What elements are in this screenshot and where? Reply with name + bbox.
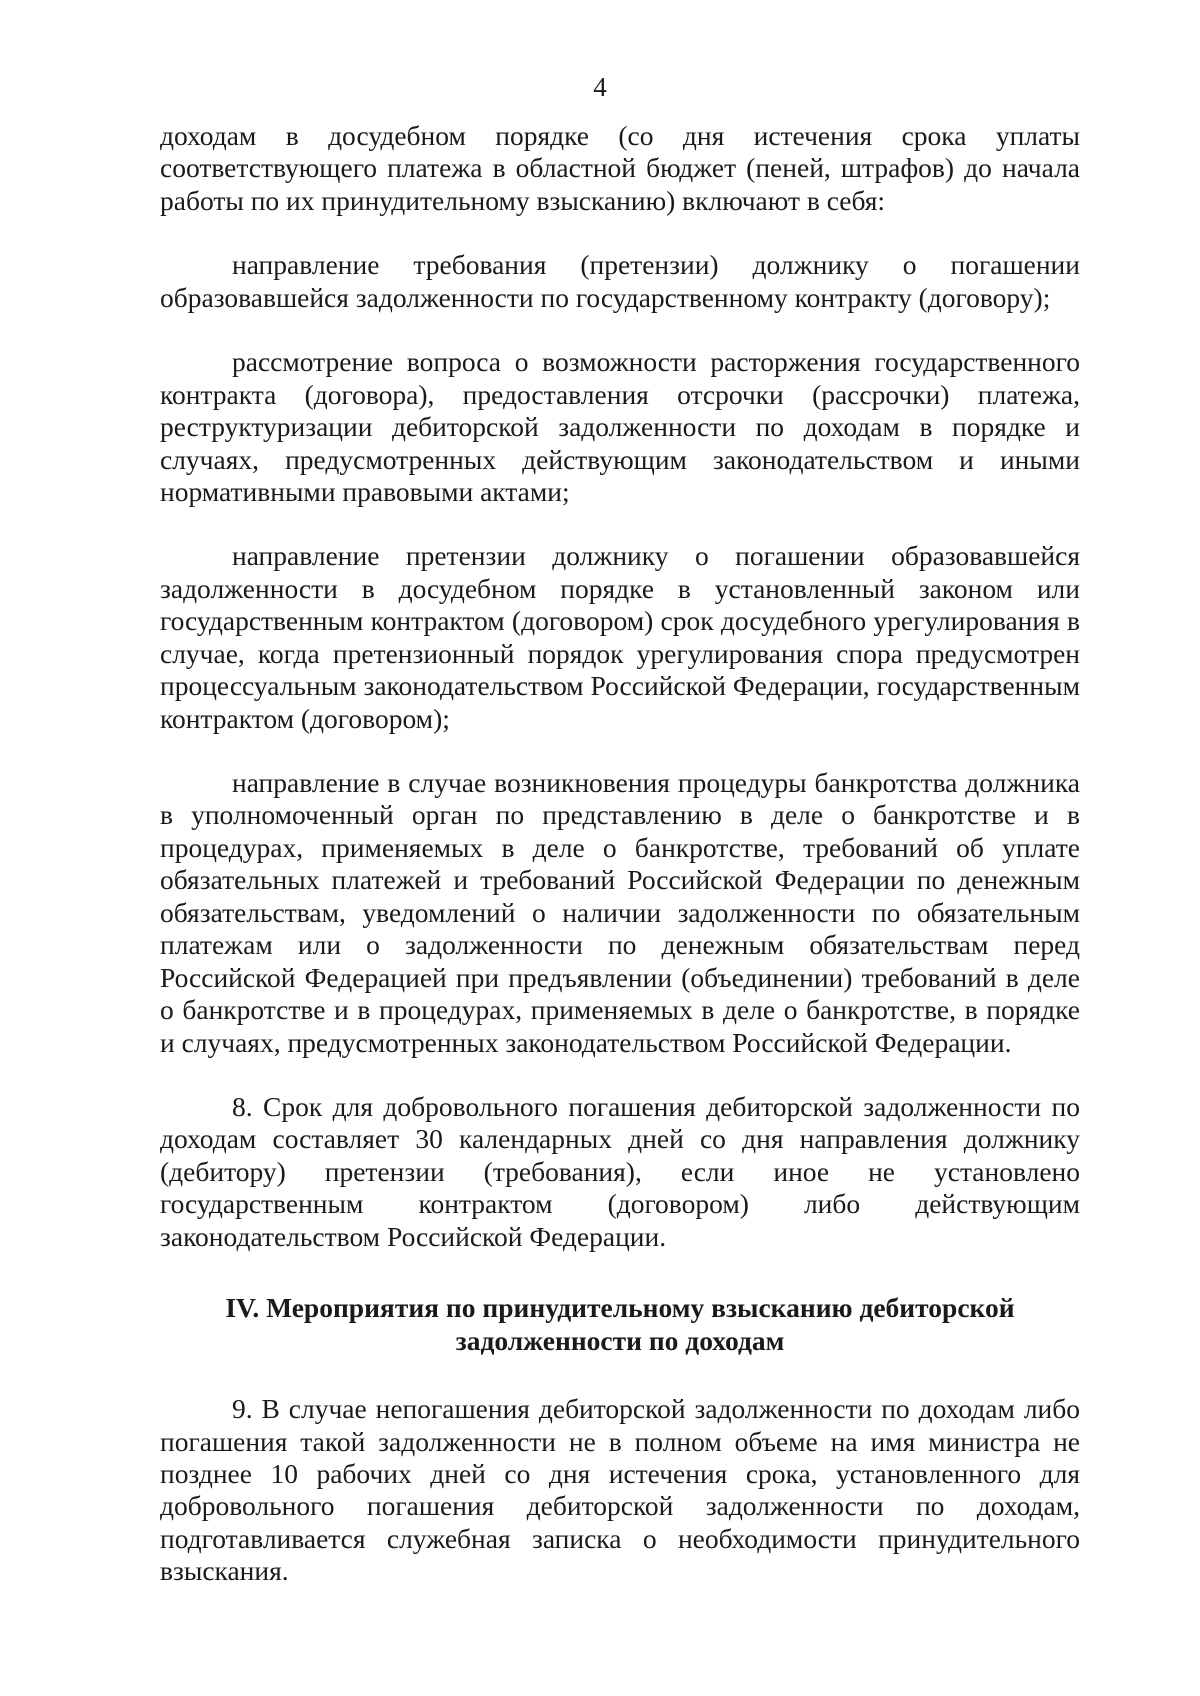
paragraph-bankruptcy: направление в случае возникновения процедуры банкротства должника в уполномоченный орган по представлению в деле о банкротстве и в процедурах, применяемых в деле о банкротстве, требований об уплате обязательных платежей и требований Российской Федерации по денежным обязательствам, уведомлений о наличии задолженности по обязательным платежам или о задолженности по денежным обязательствам перед Российской Федерацией при предъявлении (объединении) требований в деле о банкротстве и в процедурах, применяемых в деле о банкротстве, в порядке и случаях, предусмотренных законодательством Российской Федерации. — [160, 767, 1080, 1058]
paragraph-continuation: доходам в досудебном порядке (со дня истечения срока уплаты соответствующего платежа в областной бюджет (пеней, штрафов) до начала работы по их принудительному взысканию) включают в себя: — [160, 120, 1080, 216]
paragraph-contract-termination: рассмотрение вопроса о возможности расторжения государственного контракта (договора), предоставления отсрочки (рассрочки) платежа, реструктуризации дебиторской задолженности по доходам в порядке и случаях, предусмотренных действующим законодательством и иными нормативными правовыми актами; — [160, 346, 1080, 507]
page-number: 4 — [593, 72, 607, 102]
paragraph-item-9: 9. В случае непогашения дебиторской задолженности по доходам либо погашения такой задолженности не в полном объеме на имя министра не позднее 10 рабочих дней со дня истечения срока, установленного для добровольного погашения дебиторской задолженности по доходам, подготавливается служебная записка о необходимости принудительного взыскания. — [160, 1393, 1080, 1587]
paragraph-item-8: 8. Срок для добровольного погашения дебиторской задолженности по доходам составляет 30 календарных дней со дня направления должнику (дебитору) претензии (требования), если иное не установлено государственным контрактом (договором) либо действующим законодательством Российской Федерации. — [160, 1090, 1080, 1252]
section-heading: IV. Мероприятия по принудительному взысканию дебиторской задолженности по доходам — [225, 1292, 1015, 1357]
paragraph-demand-claim: направление требования (претензии) должнику о погашении образовавшейся задолженности по государственному контракту (договору); — [160, 249, 1080, 313]
paragraph-pretrial-claim: направление претензии должнику о погашении образовавшейся задолженности в досудебном порядке в установленный законом или государственным контрактом (договором) срок досудебного урегулирования в случае, когда претензионный порядок урегулирования спора предусмотрен процессуальным законодательством Российской Федерации, государственным контрактом (договором); — [160, 540, 1080, 734]
document-body — [160, 120, 1080, 1620]
